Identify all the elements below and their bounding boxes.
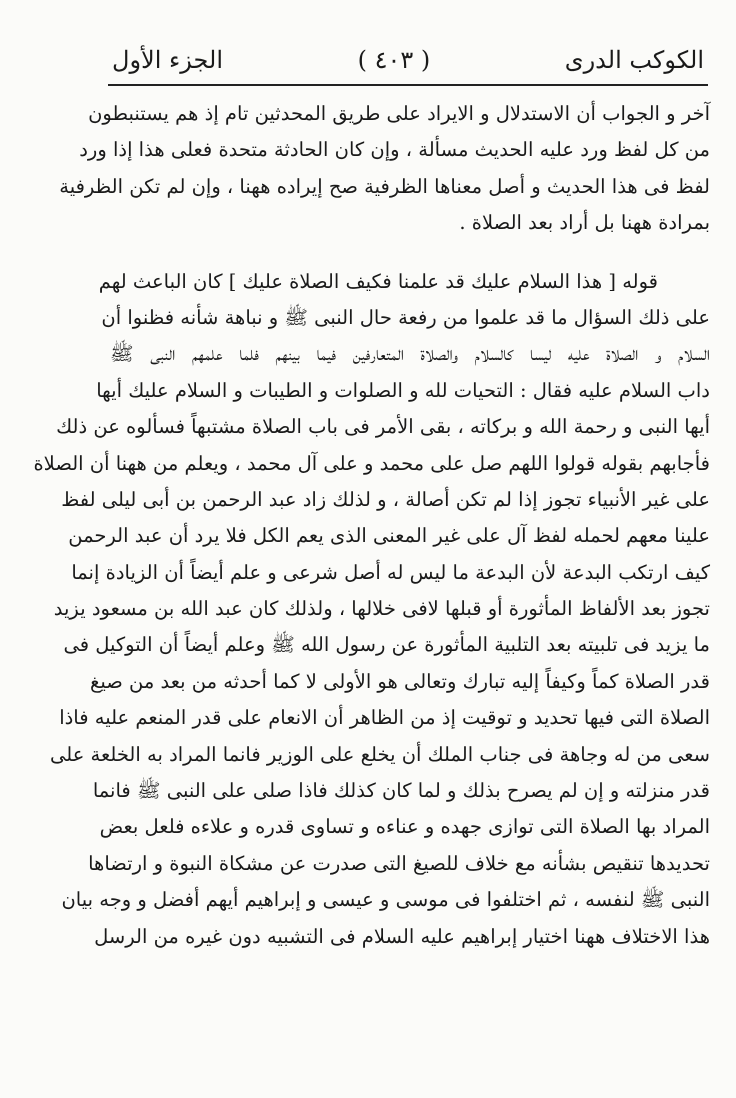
text-line: كيف ارتكب البدعة لأن البدعة ما ليس له أصل شرعى و علم أيضاً أن الزيادة إنما — [71, 560, 710, 584]
paragraph-2 — [33, 264, 710, 955]
text-line: بمرادة ههنا بل أراد بعد الصلاة . — [459, 211, 710, 235]
text-line: قدر منزلته و إن لم يصرح بذلك و لما كان كذلك فاذا صلى على النبى ﷺ فانما — [92, 779, 710, 803]
text-line: سعى من له وجاهة فى جناب الملك أن يخلع على الوزير فانما المراد به الخلعة على — [49, 742, 710, 766]
text-line: من كل لفظ ورد عليه الحديث مسألة ، وإن كان الحادثة متحدة فعلى هذا إذا ورد — [79, 138, 710, 162]
text-line: تحديدها تنقيص بشأنه مع خلاف للصيغ التى صدرت عن مشكاة النبوة و ارتضاها — [88, 851, 710, 875]
header-rule — [108, 84, 708, 86]
text-line: المراد بها الصلاة التى توازى جهده و عناءه و تساوى قدره و علاءه فلعل بعض — [99, 815, 710, 839]
text-line: الصلاة التى فيها تحديد و توقيت إذ من الظاهر أن الانعام على قدر المنعم عليه فاذا — [59, 706, 710, 730]
text-line: أيها النبى و رحمة الله و بركاته ، بقى الأمر فى باب الصلاة مشتبهاً فسألوه عن ذلك — [56, 415, 710, 439]
page-header — [108, 40, 708, 80]
text-line: قوله [ هذا السلام عليك قد علمنا فكيف الصلاة عليك ] كان الباعث لهم — [98, 269, 658, 293]
body-text — [33, 96, 710, 955]
text-line: النبى ﷺ لنفسه ، ثم اختلفوا فى موسى و عيسى و إبراهيم أيهم أفضل و وجه بيان — [61, 888, 710, 912]
text-line: قدر الصلاة كماً وكيفاً إليه تبارك وتعالى هو الأولى لا كما أحدثه من بعد من صيغ — [90, 669, 710, 693]
text-line: آخر و الجواب أن الاستدلال و الايراد على طريق المحدثين تام إذ هم يستنبطون — [88, 102, 710, 125]
text-line: تجوز بعد الألفاظ المأثورة أو قبلها لافى خلالها ، ولذلك كان عبد الله بن مسعود يزيد — [53, 597, 710, 621]
page-number: ( ٤٠٣ ) — [357, 46, 431, 74]
text-line: ما يزيد فى تلبيته بعد التلبية المأثورة عن رسول الله ﷺ وعلم أيضاً أن التوكيل فى — [63, 633, 710, 657]
text-line: على غير الأنبياء تجوز إذا لم تكن أصالة ، و لذلك زاد عبد الرحمن بن أبى ليلى لفظ — [61, 487, 710, 511]
text-line: داب السلام عليه فقال : التحيات لله و الصلوات و الطيبات و السلام عليك أيها — [96, 378, 710, 402]
paragraph-1 — [59, 96, 710, 242]
text-line: على ذلك السؤال ما قد علموا من رفعة حال النبى ﷺ و نباهة شأنه فظنوا أن — [101, 305, 710, 329]
paragraph-gap — [110, 242, 710, 264]
text-line: فأجابهم بقوله قولوا اللهم صل على محمد و على آل محمد ، ويعلم من ههنا أن الصلاة — [33, 451, 710, 475]
book-title: الكوكب الدرى — [564, 46, 704, 74]
volume-label: الجزء الأول — [112, 46, 224, 74]
text-line: لفظ فى هذا الحديث و أصل معناها الظرفية صح إيراده ههنا ، وإن لم تكن الظرفية — [59, 174, 710, 198]
text-line: السلام و الصلاة عليه ليسا كالسلام والصلاة المتعارفين فيما بينهم فلما علمهم النبى ﷺ — [110, 342, 710, 366]
text-line: علينا معهم لحمله لفظ آل على غير المعنى الذى يعم الكل فلا يرد أن عبد الرحمن — [68, 524, 710, 548]
text-line: هذا الاختلاف ههنا اختيار إبراهيم عليه السلام فى التشبيه دون غيره من الرسل — [94, 924, 710, 948]
